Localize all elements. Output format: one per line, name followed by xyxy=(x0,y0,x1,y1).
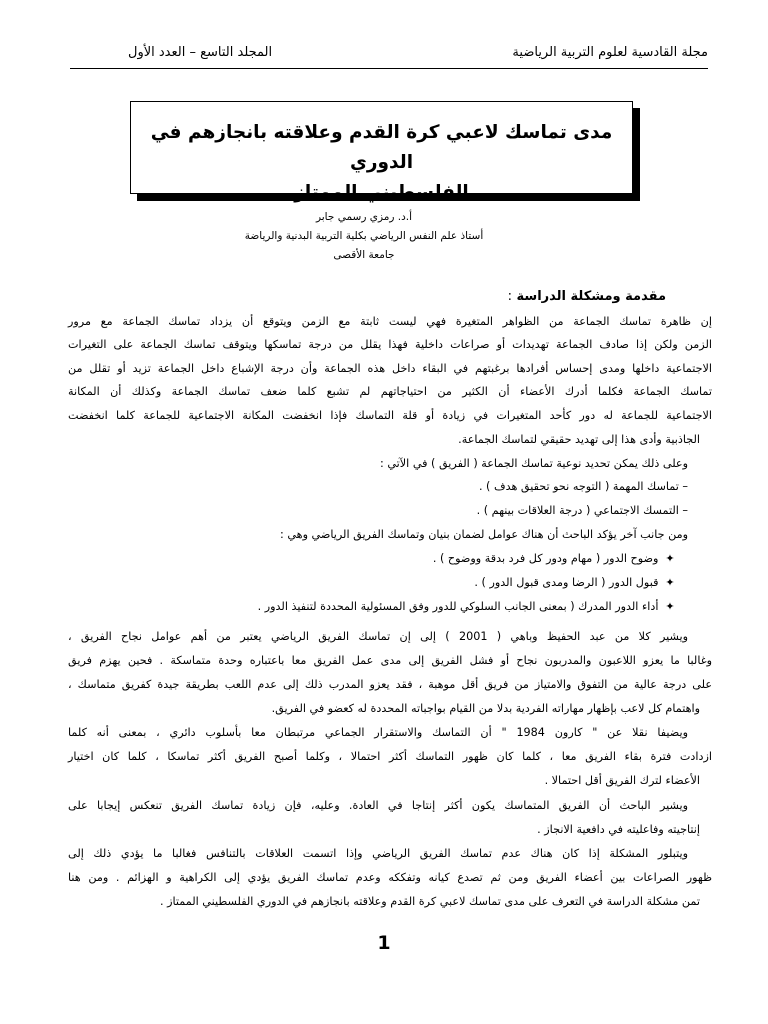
bullet-icon: ✦ xyxy=(665,600,675,613)
title-line-1: مدى تماسك لاعبي كرة القدم وعلاقته بانجازهم في الدوري xyxy=(150,122,613,173)
body-line: ازدادت فترة بقاء الفريق معا ، كلما كان ظهور التماسك أكثر احتمالا ، وكلما أصبح الفريق أكثر تماسكا ، كلما كان اختيار xyxy=(68,750,712,763)
body-line: وغالبا ما يعزو اللاعبون والمدربون نجاح أو فشل الفريق إلى مدى عمل الفريق معا باعتباره وحدة متماسكة . فحين يهزم فريق xyxy=(68,654,712,667)
body-line: الاجتماعية للجماعة له دور كأحد المتغيرات في زيادة أو قلة التماسك فإذا انخفضت المكانة الاجتماعية للجماعة كلما انخفضت xyxy=(68,409,712,422)
body-line: الاجتماعية داخلها ومدى إحساس أفرادها برغبتهم في البقاء داخل هذه الجماعة وأن درجة الإشباع داخل الجماعة تزيد أو تقلل من xyxy=(68,362,712,375)
body-line: الأعضاء لترك الفريق أقل احتمالا . xyxy=(544,774,700,787)
body-line: الجاذبية وأدى هذا إلى تهديد حقيقي لتماسك الجماعة. xyxy=(458,433,700,446)
body-line: ومن جانب آخر يؤكد الباحث أن هناك عوامل لضمان بنيان وتماسك الفريق الرياضي وهي : xyxy=(280,528,688,541)
journal-name: مجلة القادسية لعلوم التربية الرياضية xyxy=(512,45,708,60)
body-line: ويشير كلا من عبد الحفيظ وباهي ( 2001 ) إلى إن تماسك الفريق الرياضي يعتبر من أهم عوامل نجاح الفريق ، xyxy=(68,630,688,643)
section-heading-text: مقدمة ومشكلة الدراسة xyxy=(516,289,666,304)
author-position: أستاذ علم النفس الرياضي بكلية التربية البدنية والرياضة xyxy=(244,230,484,242)
body-line: ويتبلور المشكلة إذا كان هناك عدم تماسك الفريق الرياضي وإذا اتسمت العلاقات بالتنافس فغالبا ما يؤدي ذلك إلى xyxy=(68,847,688,860)
section-heading xyxy=(508,289,666,304)
volume-issue: المجلد التاسع – العدد الأول xyxy=(128,45,273,60)
paper-title xyxy=(131,118,632,208)
header-rule xyxy=(70,68,708,69)
bullet-text: أداء الدور المدرك ( بمعنى الجانب السلوكي للدور وفق المسئولية المحددة لتنفيذ الدور . xyxy=(257,600,659,613)
bullet-text: قبول الدور ( الرضا ومدى قبول الدور ) . xyxy=(474,576,659,589)
body-line: ظهور الصراعات بين أعضاء الفريق ومن ثم تصدع كيانه وتفككه وعدم تماسك الفريق يؤدي إلى الكراهية و الهزائم . ومن هنا xyxy=(68,871,712,884)
body-line: ويشير الباحث أن الفريق المتماسك يكون أكثر إنتاجا في العادة. وعليه، فإن زيادة تماسك الفريق تنعكس إيجابا على xyxy=(68,799,688,812)
bullet-item xyxy=(474,574,678,592)
body-line: على درجة عالية من التفوق والامتياز من فريق أقل موهبة ، فقد يعزو المدرب ذلك إلى عدم اللعب بطريقة جيدة كفريق متماسك ، xyxy=(68,678,712,691)
body-line: تماسك الجماعة فكلما أدرك الأعضاء أن الكثير من احتياجاتهم لم تشبع كلما ضعف تماسك الجماعة وكذلك أن المكانة xyxy=(68,385,712,398)
body-line: الزمن ولكن إذا صادف الجماعة تهديدات أو صراعات داخلية فهذا يقلل من درجة تماسكها ويتوقف تماسك الجماعة على التغيرات xyxy=(68,338,712,351)
body-line: إنتاجيته وفاعليته في دافعية الانجاز . xyxy=(537,823,700,836)
list-item: – تماسك المهمة ( التوجه نحو تحقيق هدف ) . xyxy=(478,480,688,493)
list-item: – التمسك الاجتماعي ( درجة العلاقات بينهم ) . xyxy=(476,504,688,517)
body-line: واهتمام كل لاعب بإظهار مهاراته الفردية بدلا من القيام بواجباته المحددة له كعضو في الفريق. xyxy=(271,702,700,715)
page-number: 1 xyxy=(377,932,391,954)
author-university: جامعة الأقصى xyxy=(333,249,395,261)
author-name: أ.د. رمزي رسمي جابر xyxy=(315,211,413,223)
section-heading-colon: : xyxy=(507,289,512,304)
bullet-icon: ✦ xyxy=(665,576,675,589)
bullet-icon: ✦ xyxy=(665,552,675,565)
title-box xyxy=(130,101,633,203)
body-line: إن ظاهرة تماسك الجماعة من الظواهر المتغيرة فهي ليست ثابتة مع الزمن ويتوقع أن يزداد تماسك الجماعة مع مرور xyxy=(68,315,712,328)
bullet-text: وضوح الدور ( مهام ودور كل فرد بدقة ووضوح ) . xyxy=(432,552,659,565)
bullet-item xyxy=(258,598,678,616)
body-line: ويضيفا نقلا عن " كارون 1984 " أن التماسك والاستقرار الجماعي مرتبطان معا بأسلوب دائري ، بمعنى أنه كلما xyxy=(68,726,688,739)
body-line: تمن مشكلة الدراسة في التعرف على مدى تماسك لاعبي كرة القدم وعلاقته بانجازهم في الدوري الفلسطيني الممتاز . xyxy=(159,895,700,908)
bullet-item xyxy=(433,550,678,568)
body-line: وعلى ذلك يمكن تحديد نوعية تماسك الجماعة ( الفريق ) في الآتي : xyxy=(380,457,688,470)
title-line-2: الفلسطيني الممتاز xyxy=(294,182,469,203)
